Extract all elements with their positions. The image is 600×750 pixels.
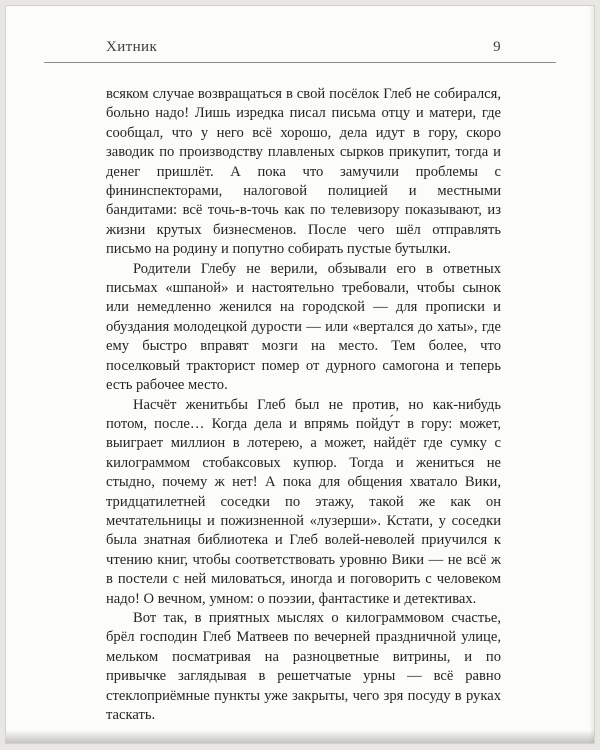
book-page (5, 5, 595, 744)
paragraph: всяком случае возвращаться в свой посёлок Глеб не собирался, больно надо! Лишь изредка писал письма отцу и матери, где сообщал, что у него всё хорошо, дела идут в гору, скоро заводик по производству плавленых сырков прикупит, тогда и денег пришлёт. А пока что замучили проблемы с фининспекторами, налоговой полицией и местными бандитами: всё точь-в-точь как по телевизору показывают, из жизни крутых бизнесменов. После чего шёл отправлять письмо на родину и попутно собирать пустые бутылки. (106, 86, 501, 258)
paragraph: Вот так, в приятных мыслях о килограммовом счастье, брёл господин Глеб Матвеев по вечерней праздничной улице, мельком посматривая на разноцветные витрины, и по привычке заглядывая в решетчатые урны — всё равно стеклоприёмные пункты уже закрыты, чего зря посуду в руках таскать. (106, 609, 501, 723)
page-number: 9 (493, 39, 501, 55)
text-block (106, 85, 501, 739)
paragraph: Насчёт женитьбы Глеб был не против, но как-нибудь потом, после… Когда дела и впрямь пойду́т в гору: может, выиграет миллион в лотерею, а может, найдёт где сумку с килограммом стобаксовых купюр. Тогда и жениться не стыдно, почему ж нет! А пока для общения хватало Вики, тридцатилетней соседки по этажу, такой же как он мечтательницы и пожизненной «лузерши». Кстати, у соседки была знатная библиотека и Глеб волей-неволей приучился к чтению книг, чтобы соответствовать уровню Вики — не всё ж в постели с ней миловаться, иногда и поговорить с человеком надо! О вечном, умном: о поэзии, фантастике и детективах. (106, 396, 501, 607)
header-rule (44, 62, 556, 63)
running-header (106, 39, 501, 56)
running-header-title: Хитник (106, 39, 158, 55)
paragraph: Родители Глебу не верили, обзывали его в ответных письмах «шпаной» и настоятельно требовали, чтобы сынок или немедленно женился на городской — для прописки и обуздания молодецкой дурости — или «вертался до хаты», где ему быстро вправят мозги на место. Тем более, что поселковый тракторист помер от дурного самогона и теперь есть рабочее место. (106, 260, 501, 394)
